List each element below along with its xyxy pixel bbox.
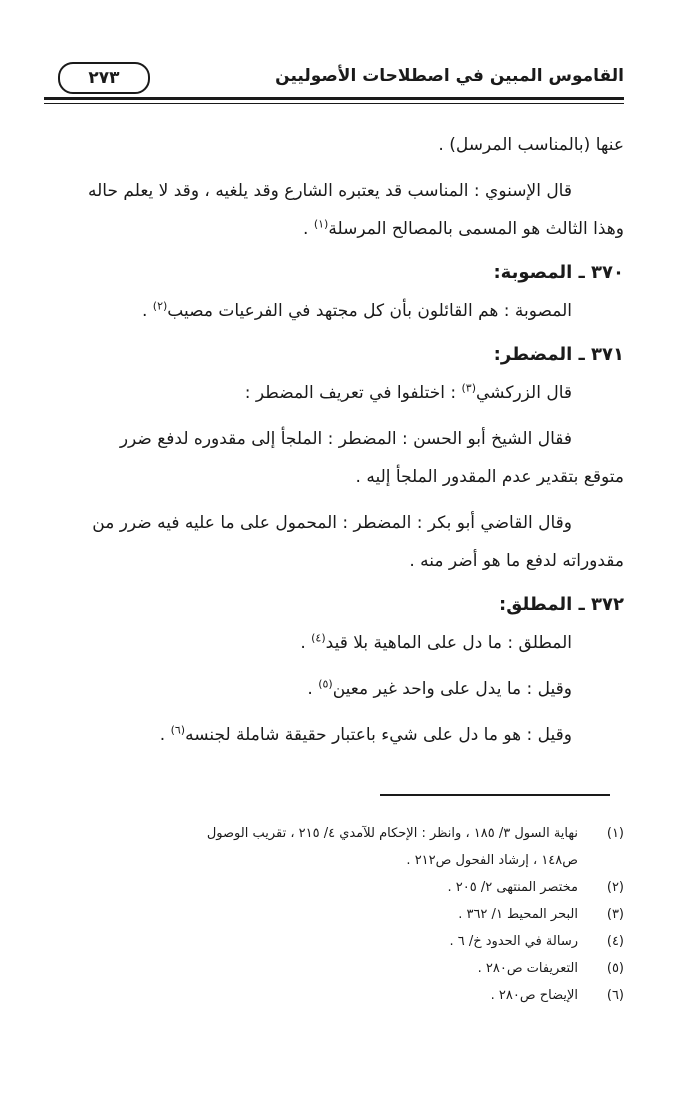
header-rule-thin xyxy=(44,103,624,104)
footnote-ref: (٥) xyxy=(318,677,333,691)
text-line: قال الإسنوي : المناسب قد يعتبره الشارع وقد يلغيه ، وقد لا يعلم حاله xyxy=(88,181,572,201)
text-line: متوقع بتقدير عدم المقدور الملجأ إليه . xyxy=(355,467,624,487)
footnote-ref: (٢) xyxy=(152,299,168,313)
footnote-text: التعريفات ص٢٨٠ . xyxy=(477,961,578,976)
main-text xyxy=(44,126,624,754)
footnote-ref: (٦) xyxy=(170,723,186,737)
footnote-number: (١) xyxy=(606,826,624,841)
footnote-text: رسالة في الحدود خ/ ٦ . xyxy=(449,934,578,949)
text-line: عنها (بالمناسب المرسل) . xyxy=(438,135,624,155)
text-span: . xyxy=(303,219,314,239)
footnote-text: البحر المحيط ١/ ٣٦٢ . xyxy=(458,907,578,922)
text-span: وقيل : هو ما دل على شيء باعتبار حقيقة شاملة لجنسه xyxy=(185,725,572,745)
footnote xyxy=(44,982,624,1009)
text-span: : اختلفوا في تعريف المضطر : xyxy=(244,383,462,403)
footnote-separator xyxy=(380,794,610,796)
text-line xyxy=(44,716,624,754)
entry-heading-371: ٣٧١ ـ المضطر: xyxy=(493,344,624,365)
footnote xyxy=(44,928,624,955)
text-line xyxy=(44,670,624,708)
footnotes xyxy=(44,820,624,1009)
text-span: المطلق : ما دل على الماهية بلا قيد xyxy=(325,633,572,653)
footnote xyxy=(44,874,624,901)
text-span: قال الزركشي xyxy=(476,383,572,403)
footnote-number: (٤) xyxy=(606,934,624,949)
footnote-number: (٥) xyxy=(606,961,624,976)
footnote xyxy=(44,955,624,982)
book-title: القاموس المبين في اصطلاحات الأصوليين xyxy=(275,66,624,86)
text-line xyxy=(44,292,624,330)
page-number-badge: ٢٧٣ xyxy=(58,62,150,94)
entry-heading-372: ٣٧٢ ـ المطلق: xyxy=(499,594,624,615)
text-span: المصوبة : هم القائلون بأن كل مجتهد في الفرعيات مصيب xyxy=(167,301,572,321)
footnote-text: الإيضاح ص٢٨٠ . xyxy=(490,988,578,1003)
footnote-ref: (١) xyxy=(313,217,329,231)
footnote-text: ص١٤٨ ، إرشاد الفحول ص٢١٢ . xyxy=(406,853,578,868)
text-span: . xyxy=(141,301,153,321)
text-line xyxy=(44,624,624,662)
text-line: مقدوراته لدفع ما هو أضر منه . xyxy=(409,551,624,571)
text-span: . xyxy=(307,679,319,699)
footnote-text: نهاية السول ٣/ ١٨٥ ، وانظر : الإحكام للآمدي ٤/ ٢١٥ ، تقريب الوصول xyxy=(206,826,578,841)
footnote xyxy=(44,901,624,928)
text-line: وقال القاضي أبو بكر : المضطر : المحمول على ما عليه فيه ضرر من xyxy=(92,513,572,533)
running-header xyxy=(44,60,624,98)
footnote-text: مختصر المنتهى ٢/ ٢٠٥ . xyxy=(447,880,578,895)
text-line: فقال الشيخ أبو الحسن : المضطر : الملجأ إلى مقدوره لدفع ضرر xyxy=(119,429,572,449)
footnote-number: (٢) xyxy=(606,880,624,895)
footnote-ref: (٤) xyxy=(311,631,326,645)
footnote-number: (٣) xyxy=(606,907,624,922)
footnote-ref: (٣) xyxy=(461,381,477,395)
text-line xyxy=(44,374,624,412)
header-rule-thick xyxy=(44,97,624,100)
footnote-number: (٦) xyxy=(606,988,624,1003)
footnote-continuation xyxy=(44,847,624,874)
text-line xyxy=(44,210,624,248)
entry-heading-370: ٣٧٠ ـ المصوبة: xyxy=(493,262,624,283)
text-span: وهذا الثالث هو المسمى بالمصالح المرسلة xyxy=(328,219,624,239)
footnote xyxy=(44,820,624,847)
text-span: . xyxy=(300,633,312,653)
text-span: وقيل : ما يدل على واحد غير معين xyxy=(332,679,572,699)
text-span: . xyxy=(159,725,171,745)
